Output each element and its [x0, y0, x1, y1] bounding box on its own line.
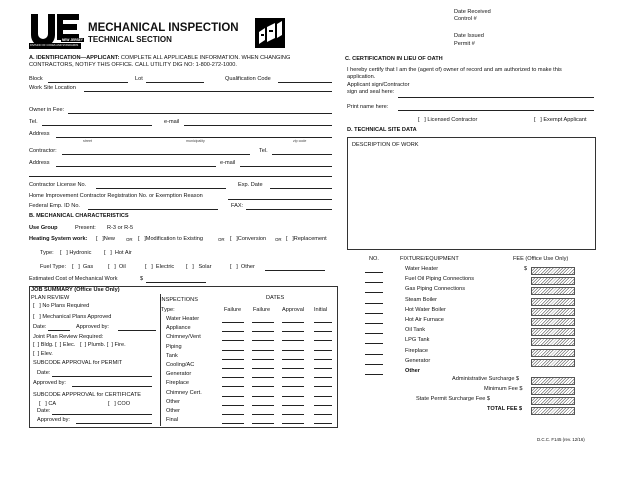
plans-approved-label: Mechanical Plans Approved: [42, 314, 112, 320]
inspection-type-9: Chimney Cert.: [166, 389, 202, 396]
estimated-cost-field[interactable]: [146, 282, 206, 283]
fixture-quantity-field[interactable]: [365, 272, 383, 273]
inspection-date-field[interactable]: [222, 359, 244, 360]
fixture-quantity-field[interactable]: [365, 282, 383, 283]
fuel-type-label: Fuel Type:: [40, 264, 67, 270]
logo-state-name: NEW JERSEY: [62, 38, 83, 42]
inspection-date-field[interactable]: [252, 368, 274, 369]
fixture-quantity-field[interactable]: [365, 343, 383, 344]
inspection-date-field[interactable]: [252, 340, 274, 341]
form-subtitle: TECHNICAL SECTION: [88, 35, 172, 44]
present-value: R-3 or R-5: [107, 225, 134, 231]
inspection-date-field[interactable]: [252, 396, 274, 397]
certification-text-2: application.: [347, 74, 376, 80]
solar-label: Solar: [198, 264, 212, 270]
no-plans-checkbox[interactable]: [ ] No Plans Required: [33, 303, 90, 309]
federal-id-field[interactable]: [88, 209, 218, 210]
coo-label: COO: [117, 401, 131, 407]
fax-label: FAX:: [231, 203, 244, 209]
inspection-date-field[interactable]: [282, 423, 304, 424]
permit-number-label: Permit #: [454, 41, 475, 47]
date-received-label: Date Received: [454, 9, 491, 15]
fixture-label-7: Oil Tank: [405, 327, 426, 334]
fixture-quantity-field[interactable]: [365, 323, 383, 324]
fixture-fee-field: [531, 298, 575, 306]
inspection-date-field[interactable]: [222, 331, 244, 332]
owner-email-field[interactable]: [184, 125, 332, 126]
exempt-applicant-label: Exempt Applicant: [543, 117, 587, 123]
contractor-email-label: e-mail: [220, 160, 236, 166]
no-plans-label: No Plans Required: [42, 303, 90, 309]
hot-air-label: Hot Air: [114, 250, 132, 256]
cert-approved-by-label: Approved by:: [37, 417, 70, 423]
inspection-date-field[interactable]: [282, 322, 304, 323]
elev-label: Elev.: [40, 351, 53, 357]
inspection-date-field[interactable]: [222, 396, 244, 397]
fixture-label-10: Generator: [405, 357, 431, 364]
estimated-cost-dollar: $: [140, 276, 144, 282]
fixture-label-9: Fireplace: [405, 347, 429, 354]
signature-field[interactable]: [398, 97, 594, 98]
oil-label: Oil: [118, 264, 126, 270]
qualification-code-field[interactable]: [278, 82, 332, 83]
elev-checkbox[interactable]: [ ] Elev.: [33, 351, 53, 357]
licensed-contractor-checkbox[interactable]: [ ] Licensed Contractor: [418, 117, 478, 123]
zip-caption: zip code: [293, 139, 307, 143]
contractor-label: Contractor:: [29, 148, 57, 154]
fixture-fee-field: [531, 318, 575, 326]
control-number-label: Control #: [454, 16, 477, 22]
plumb-label: Plumb.: [87, 342, 106, 348]
lot-field[interactable]: [146, 82, 204, 83]
fixture-fee-field: [531, 308, 575, 316]
bldg-label: Bldg.: [40, 342, 54, 348]
permit-approved-by-label: Approved by:: [33, 380, 66, 386]
fixture-quantity-field[interactable]: [365, 374, 383, 375]
inspection-date-field[interactable]: [252, 350, 274, 351]
fixture-quantity-field[interactable]: [365, 313, 383, 314]
estimated-cost-label: Estimated Cost of Mechanical Work: [29, 276, 118, 282]
inspection-date-field[interactable]: [252, 359, 274, 360]
inspection-date-field[interactable]: [314, 322, 332, 323]
total-fee-field: [531, 407, 575, 415]
section-a-instructions-2: CONTRACTORS, NOTIFY THIS OFFICE. CALL UTILITY DIG NO: 1-800-272-1000.: [29, 62, 237, 68]
or-label-1: OR: [126, 237, 133, 242]
inspection-date-field[interactable]: [222, 386, 244, 387]
hot-air-checkbox[interactable]: [ ] Hot Air: [104, 250, 132, 256]
print-name-field[interactable]: [398, 110, 594, 111]
cert-date-label: Date:: [37, 408, 51, 414]
admin-surcharge-fee: [531, 377, 575, 385]
replacement-checkbox[interactable]: [ ]Replacement: [286, 236, 327, 242]
block-field[interactable]: [48, 82, 128, 83]
inspection-date-field[interactable]: [252, 377, 274, 378]
approval-header: Approval: [282, 307, 305, 313]
fixture-label-5: Hot Water Boiler: [405, 306, 446, 313]
inspection-type-3: Chimney/Vent: [166, 334, 201, 341]
inspection-date-field[interactable]: [282, 331, 304, 332]
conversion-label: Conversion: [237, 236, 267, 242]
plan-review-label: PLAN REVIEW: [31, 295, 70, 301]
admin-surcharge-label: Administrative Surcharge $: [452, 376, 520, 382]
fire-label: Fire.: [114, 342, 126, 348]
owner-label: Owner in Fee:: [29, 107, 65, 113]
contractor-tel-field[interactable]: [272, 154, 332, 155]
state-logo: [29, 13, 81, 49]
plan-date-label: Date:: [33, 324, 47, 330]
fixture-label-8: LPG Tank: [405, 337, 430, 344]
owner-email-label: e-mail: [164, 119, 180, 125]
total-fee-label: TOTAL FEE $: [487, 406, 523, 412]
fixture-quantity-field[interactable]: [365, 292, 383, 293]
inspection-date-field[interactable]: [282, 377, 304, 378]
inspection-date-field[interactable]: [222, 423, 244, 424]
inspection-date-field[interactable]: [252, 331, 274, 332]
inspection-date-field[interactable]: [282, 414, 304, 415]
heating-system-label: Heating System work:: [29, 236, 88, 242]
modification-checkbox[interactable]: [ ]Modification to Existing: [138, 236, 203, 242]
dates-heading: DATES: [266, 295, 285, 301]
fixture-fee-field: [531, 359, 575, 367]
inspection-date-field[interactable]: [314, 368, 332, 369]
fixture-label-6: Hot Air Furnace: [405, 317, 444, 323]
insp-type-header: Type:: [161, 307, 175, 313]
description-of-work-label: DESCRIPTION OF WORK: [352, 142, 419, 148]
oil-checkbox[interactable]: [ ] Oil: [108, 264, 126, 270]
owner-field[interactable]: [68, 113, 332, 114]
fixture-label-11: Other: [405, 368, 420, 374]
inspection-date-field[interactable]: [314, 396, 332, 397]
fee-header: FEE (Office Use Only): [513, 256, 569, 262]
contractor-address-label: Address: [29, 160, 50, 166]
inspection-type-5: Tank: [166, 352, 178, 359]
contractor-tel-label: Tel.: [259, 148, 268, 154]
permit-approved-by-field[interactable]: [72, 386, 152, 387]
plan-date-field[interactable]: [48, 330, 70, 331]
fixture-quantity-field[interactable]: [365, 364, 383, 365]
fee-dollar-sign: $: [524, 266, 528, 272]
new-checkbox[interactable]: [ ]New: [96, 236, 115, 242]
hydronic-checkbox[interactable]: [ ] Hydronic: [60, 250, 92, 256]
inspection-date-field[interactable]: [282, 386, 304, 387]
section-a-title: A. IDENTIFICATION—APPLICANT:: [29, 55, 120, 61]
conversion-checkbox[interactable]: [ ]Conversion: [230, 236, 267, 242]
coo-checkbox[interactable]: [ ] COO: [108, 401, 131, 407]
fixture-fee-field: [531, 349, 575, 357]
failure-header-2: Failure: [253, 307, 271, 313]
other-fuel-label: Other: [240, 264, 255, 270]
permit-date-label: Date:: [37, 370, 51, 376]
exp-date-field[interactable]: [270, 188, 332, 189]
inspection-date-field[interactable]: [282, 340, 304, 341]
inspection-date-field[interactable]: [314, 423, 332, 424]
fixture-fee-field: [531, 267, 575, 275]
replacement-label: Replacement: [293, 236, 327, 242]
work-site-field[interactable]: [84, 91, 332, 92]
new-label: New: [103, 236, 115, 242]
fixture-label-2: Fuel Oil Piping Connections: [405, 276, 475, 283]
initial-header: Initial: [314, 307, 328, 313]
home-improvement-label: Home Improvement Contractor Registration No. or Exemption Reason: [29, 193, 203, 199]
cert-approved-by-field[interactable]: [76, 423, 152, 424]
hydronic-label: Hydronic: [69, 250, 92, 256]
logo-division: DIVISION OF CODES AND STANDARDS: [30, 44, 79, 47]
ca-checkbox[interactable]: [ ] CA: [39, 401, 57, 407]
other-fuel-checkbox[interactable]: [ ] Other: [230, 264, 255, 270]
inspection-type-10: Other: [166, 398, 180, 405]
print-name-label: Print name here:: [347, 104, 389, 110]
inspection-type-4: Piping: [166, 343, 182, 350]
date-issued-label: Date Issued: [454, 33, 484, 39]
section-a-heading: [29, 55, 290, 61]
modification-label: Modification to Existing: [145, 236, 203, 242]
or-label-2: OR: [218, 237, 225, 242]
cert-date-field[interactable]: [52, 414, 152, 415]
plan-approved-by-field[interactable]: [118, 330, 156, 331]
use-group-label: Use Group: [29, 225, 58, 231]
permit-date-field[interactable]: [52, 376, 152, 377]
fixture-quantity-field[interactable]: [365, 303, 383, 304]
block-label: Block: [29, 76, 43, 82]
inspection-date-field[interactable]: [222, 405, 244, 406]
municipality-caption: municipality: [186, 139, 205, 143]
inspection-date-field[interactable]: [222, 377, 244, 378]
description-of-work-box[interactable]: [347, 137, 596, 250]
inspection-type-12: Final: [166, 417, 179, 424]
inspection-type-7: Generator: [166, 371, 192, 378]
inspection-date-field[interactable]: [314, 331, 332, 332]
inspection-date-field[interactable]: [222, 322, 244, 323]
applicant-sign-label-2: sign and seal here:: [347, 89, 395, 95]
applicant-sign-label-1: Applicant sign/Contractor: [347, 82, 410, 88]
qualification-code-label: Qualification Code: [225, 76, 271, 82]
fixture-label-3: Gas Piping Connections: [405, 286, 466, 293]
type-label: Type:: [40, 250, 54, 256]
fixture-label-4: Steam Boiler: [405, 296, 438, 303]
fixture-fee-field: [531, 328, 575, 336]
section-c-heading: C. CERTIFICATION IN LIEU OF OATH: [345, 56, 443, 62]
fax-field[interactable]: [246, 209, 332, 210]
inspection-type-6: Cooling/AC: [166, 362, 195, 368]
subcode-cert-label: SUBCODE APPPROVAL for CERTIFICATE: [33, 392, 141, 398]
inspection-type-1: Water Heater: [166, 316, 200, 322]
fixture-equipment-header: FIXTURE/EQUIPMENT: [400, 256, 459, 262]
inspection-date-field[interactable]: [314, 359, 332, 360]
inspection-date-field[interactable]: [314, 414, 332, 415]
license-label: Contractor License No.: [29, 182, 87, 188]
inspection-date-field[interactable]: [282, 405, 304, 406]
section-divider: [29, 176, 332, 177]
minimum-fee-label: Minimum Fee $: [484, 386, 523, 392]
fixture-quantity-field[interactable]: [365, 333, 383, 334]
joint-review-label: Joint Plan Review Required:: [33, 334, 104, 340]
exp-date-label: Exp. Date: [238, 182, 263, 188]
joint-review-options[interactable]: [ ] Bldg. [ ] Elec. [ ] Plumb. [ ] Fire.: [33, 342, 126, 348]
inspection-date-field[interactable]: [222, 340, 244, 341]
fixture-fee-field: [531, 338, 575, 346]
form-identifier: D.C.C. F145 (rev. 12/16): [537, 437, 585, 442]
other-fuel-field[interactable]: [265, 270, 325, 271]
fixture-no-header: NO.: [369, 256, 379, 262]
or-label-3: OR: [275, 237, 282, 242]
section-b-heading: B. MECHANICAL CHARACTERISTICS: [29, 213, 129, 219]
inspection-type-11: Other: [166, 408, 180, 414]
state-surcharge-fee: [531, 397, 575, 405]
failure-header-1: Failure: [224, 307, 242, 313]
certification-text-1: I hereby certify that I am the (agent of) owner of record and am authorized to make this: [347, 67, 562, 73]
electric-checkbox[interactable]: [ ] Electric: [145, 264, 175, 270]
fixture-quantity-field[interactable]: [365, 354, 383, 355]
lot-label: Lot: [135, 76, 143, 82]
gas-checkbox[interactable]: [ ] Gas: [72, 264, 94, 270]
contractor-email-field[interactable]: [240, 166, 332, 167]
inspections-heading: INSPECTIONS: [160, 297, 198, 303]
exempt-applicant-checkbox[interactable]: [ ] Exempt Applicant: [534, 117, 587, 123]
inspection-type-8: Fireplace: [166, 380, 190, 387]
inspection-date-field[interactable]: [314, 350, 332, 351]
fixture-fee-field: [531, 277, 575, 285]
inspection-date-field[interactable]: [222, 350, 244, 351]
inspection-date-field[interactable]: [282, 359, 304, 360]
contractor-address-field[interactable]: [56, 166, 216, 167]
inspection-date-field[interactable]: [282, 396, 304, 397]
inspection-date-field[interactable]: [222, 368, 244, 369]
inspection-date-field[interactable]: [252, 414, 274, 415]
elec-label: Elec.: [62, 342, 76, 348]
job-summary-divider: [160, 294, 161, 426]
gas-label: Gas: [82, 264, 94, 270]
job-summary-heading: JOB SUMMARY (Office Use Only): [31, 287, 120, 293]
building-emblem: [255, 18, 285, 48]
license-field[interactable]: [96, 188, 226, 189]
owner-address-field[interactable]: [56, 137, 332, 138]
solar-checkbox[interactable]: [ ] Solar: [186, 264, 212, 270]
street-caption: street: [83, 139, 92, 143]
state-surcharge-label: State Permit Surcharge Fee $: [416, 396, 490, 402]
owner-tel-field[interactable]: [42, 125, 152, 126]
inspection-date-field[interactable]: [252, 423, 274, 424]
home-improvement-field[interactable]: [228, 199, 332, 200]
inspection-date-field[interactable]: [314, 405, 332, 406]
minimum-fee-field: [531, 387, 575, 395]
section-a-instructions-1: COMPLETE ALL APPLICABLE INFORMATION. WHEN CHANGING: [120, 55, 291, 61]
inspection-date-field[interactable]: [222, 414, 244, 415]
licensed-contractor-label: Licensed Contractor: [427, 117, 478, 123]
owner-address-label: Address: [29, 131, 50, 137]
inspection-date-field[interactable]: [282, 350, 304, 351]
fixture-label-1: Water Heater: [405, 266, 439, 272]
subcode-permit-label: SUBCODE APPROVAL for PERMIT: [33, 360, 123, 366]
ca-label: CA: [48, 401, 57, 407]
form-title: MECHANICAL INSPECTION: [88, 22, 239, 34]
plans-approved-checkbox[interactable]: [ ] Mechanical Plans Approved: [33, 314, 112, 320]
contractor-field[interactable]: [62, 154, 250, 155]
inspection-date-field[interactable]: [314, 340, 332, 341]
inspection-date-field[interactable]: [252, 405, 274, 406]
work-site-label: Work Site Location: [29, 85, 76, 91]
fixture-fee-field: [531, 287, 575, 295]
inspection-date-field[interactable]: [282, 368, 304, 369]
section-d-heading: D. TECHNICAL SITE DATA: [347, 127, 417, 133]
federal-id-label: Federal Emp. ID No.: [29, 203, 80, 209]
inspection-type-2: Appliance: [166, 325, 191, 332]
inspection-date-field[interactable]: [314, 377, 332, 378]
present-label: Present:: [75, 225, 96, 231]
inspection-date-field[interactable]: [252, 386, 274, 387]
inspection-date-field[interactable]: [252, 322, 274, 323]
plan-approved-by-label: Approved by:: [76, 324, 109, 330]
owner-tel-label: Tel.: [29, 119, 38, 125]
inspection-date-field[interactable]: [314, 386, 332, 387]
electric-label: Electric: [155, 264, 175, 270]
